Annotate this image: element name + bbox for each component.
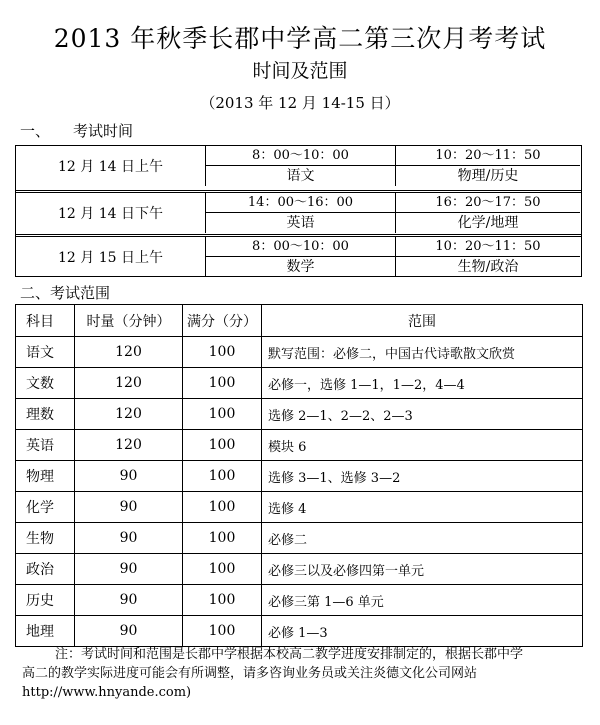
slot-time: 10：20～11：50 (396, 146, 580, 166)
schedule-slot (206, 237, 396, 277)
cell-subject: 化学 (16, 492, 75, 523)
schedule-slot (206, 193, 396, 233)
footnote-url: http://www.hnyande.com) (22, 685, 192, 700)
section-exam-scope-heading: 二、考试范围 (20, 284, 111, 302)
schedule-row (16, 190, 581, 233)
schedule-day: 12 月 14 日上午 (16, 146, 206, 186)
cell-duration: 120 (75, 399, 183, 430)
schedule-day: 12 月 15 日上午 (16, 237, 206, 277)
schedule-row (16, 146, 581, 186)
table-row (16, 554, 583, 585)
cell-full-score: 100 (183, 461, 262, 492)
table-row (16, 399, 583, 430)
cell-scope: 模块 6 (262, 430, 583, 461)
slot-subject: 生物/政治 (457, 259, 519, 275)
table-row (16, 337, 583, 368)
cell-full-score: 100 (183, 368, 262, 399)
cell-scope: 必修三以及必修四第一单元 (262, 554, 583, 585)
cell-scope: 必修三第 1—6 单元 (262, 585, 583, 616)
cell-subject: 理数 (16, 399, 75, 430)
page-title: 2013 年秋季长郡中学高二第三次月考考试 (53, 24, 547, 53)
cell-subject: 文数 (16, 368, 75, 399)
cell-subject: 历史 (16, 585, 75, 616)
header-duration: 时量（分钟） (75, 305, 183, 337)
table-row (16, 523, 583, 554)
cell-scope: 必修二 (262, 523, 583, 554)
slot-time: 10：20～11：50 (396, 237, 580, 257)
table-row (16, 368, 583, 399)
cell-duration: 90 (75, 616, 183, 647)
cell-full-score: 100 (183, 585, 262, 616)
cell-duration: 120 (75, 430, 183, 461)
cell-full-score: 100 (183, 492, 262, 523)
cell-subject: 语文 (16, 337, 75, 368)
exam-scope-table (15, 304, 583, 647)
cell-duration: 90 (75, 554, 183, 585)
cell-full-score: 100 (183, 337, 262, 368)
cell-subject: 地理 (16, 616, 75, 647)
schedule-slot (396, 237, 580, 277)
cell-scope: 选修 3—1、选修 3—2 (262, 461, 583, 492)
table-row (16, 430, 583, 461)
cell-duration: 120 (75, 337, 183, 368)
exam-schedule-table (15, 145, 582, 277)
schedule-day: 12 月 14 日下午 (16, 193, 206, 233)
schedule-row (16, 234, 581, 277)
section-exam-time-heading (20, 121, 133, 141)
header-full-score: 满分（分） (183, 305, 262, 337)
cell-full-score: 100 (183, 554, 262, 585)
cell-subject: 政治 (16, 554, 75, 585)
slot-subject: 数学 (286, 259, 315, 275)
slot-subject: 语文 (286, 168, 315, 184)
slot-time: 8：00～10：00 (206, 146, 395, 166)
slot-time: 14：00～16：00 (206, 193, 395, 213)
table-header-row (16, 305, 583, 337)
slot-time: 8：00～10：00 (206, 237, 395, 257)
cell-subject: 生物 (16, 523, 75, 554)
table-row (16, 585, 583, 616)
cell-scope: 必修 1—3 (262, 616, 583, 647)
section-number: 一、 (20, 122, 51, 140)
slot-subject: 物理/历史 (457, 168, 519, 184)
cell-full-score: 100 (183, 430, 262, 461)
schedule-slot (206, 146, 396, 186)
cell-duration: 120 (75, 368, 183, 399)
header-scope: 范围 (262, 305, 583, 337)
cell-scope: 选修 4 (262, 492, 583, 523)
cell-duration: 90 (75, 492, 183, 523)
section-label: 考试时间 (73, 122, 134, 140)
page-subtitle: 时间及范围 (252, 60, 348, 82)
cell-duration: 90 (75, 461, 183, 492)
cell-duration: 90 (75, 585, 183, 616)
table-row (16, 616, 583, 647)
footnote-line: 注：考试时间和范围是长郡中学根据本校高二教学进度安排制定的，根据长郡中学 (55, 647, 524, 662)
footnote-line: 高二的教学实际进度可能会有所调整，请多咨询业务员或关注炎德文化公司网站 (22, 666, 478, 681)
footnote (22, 645, 582, 702)
slot-time: 16：20～17：50 (396, 193, 580, 213)
cell-scope: 默写范围：必修二，中国古代诗歌散文欣赏 (262, 337, 583, 368)
cell-scope: 选修 2—1、2—2、2—3 (262, 399, 583, 430)
slot-subject: 化学/地理 (457, 215, 519, 231)
date-range: （2013 年 12 月 14-15 日） (200, 94, 400, 112)
cell-full-score: 100 (183, 523, 262, 554)
cell-subject: 英语 (16, 430, 75, 461)
cell-full-score: 100 (183, 399, 262, 430)
schedule-slot (396, 193, 580, 233)
schedule-slot (396, 146, 580, 186)
slot-subject: 英语 (286, 215, 315, 231)
table-row (16, 461, 583, 492)
cell-duration: 90 (75, 523, 183, 554)
header-subject: 科目 (16, 305, 75, 337)
cell-full-score: 100 (183, 616, 262, 647)
cell-subject: 物理 (16, 461, 75, 492)
cell-scope: 必修一，选修 1—1，1—2，4—4 (262, 368, 583, 399)
table-row (16, 492, 583, 523)
